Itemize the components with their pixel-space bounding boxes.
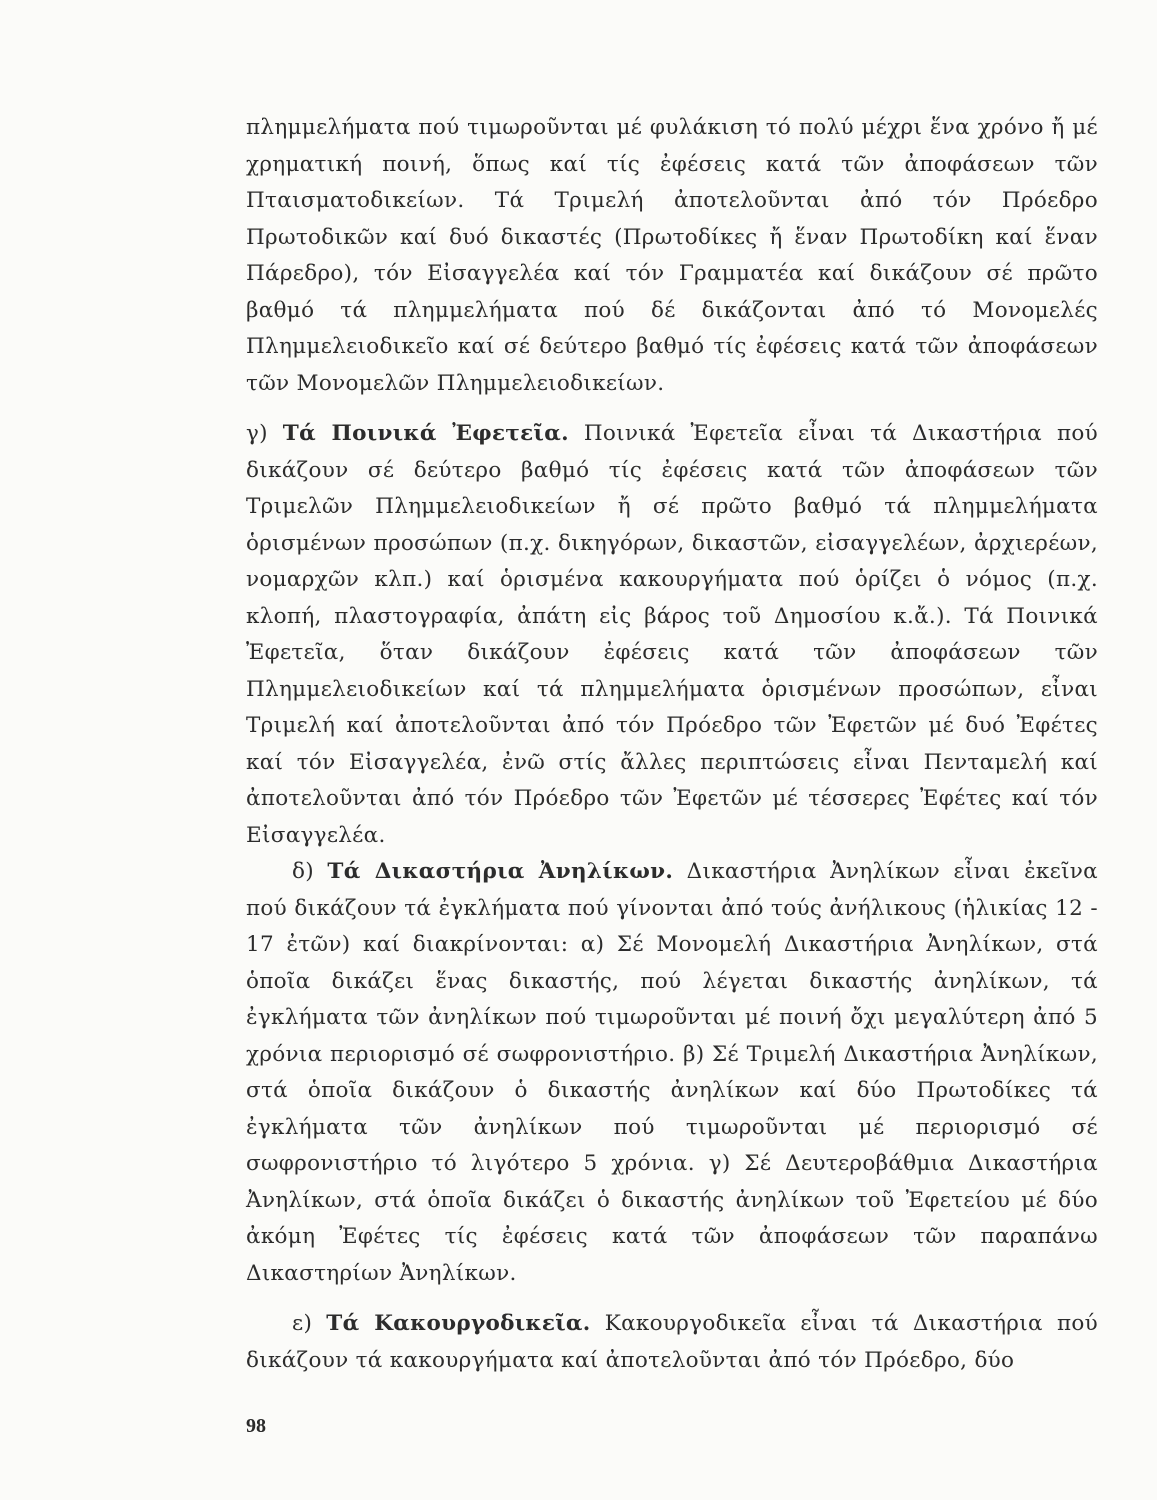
paragraph-section-gamma	[246, 416, 1098, 854]
section-epsilon-text: Κακουργοδικεῖα εἶναι τά Δικαστήρια πού δικάζουν τά κακουργήματα καί ἀποτελοῦνται ἀπό τόν Πρόεδρο, δύο	[246, 1311, 1098, 1373]
section-delta-text: Δικαστήρια Ἀνηλίκων εἶναι ἐκεῖνα πού δικάζουν τά ἐγκλήματα πού γίνονται ἀπό τούς ἀνήλικους (ἡλικίας 12 - 17 ἐτῶν) καί διακρίνονται: α) Σέ Μονομελή Δικαστήρια Ἀνηλίκων, στά ὁποῖα δικάζει ἕνας δικαστής, πού λέγεται δικαστής ἀνηλίκων, τά ἐγκλήματα τῶν ἀνηλίκων πού τιμωροῦνται μέ ποινή ὄχι μεγαλύτερη ἀπό 5 χρόνια περιορισμό σέ σωφρονιστήριο. β) Σέ Τριμελή Δικαστήρια Ἀνηλίκων, στά ὁποῖα δικάζουν ὁ δικαστής ἀνηλίκων καί δύο Πρωτοδίκες τά ἐγκλήματα τῶν ἀνηλίκων πού τιμωροῦνται μέ περιορισμό σέ σωφρονιστήριο τό λιγότερο 5 χρόνια. γ) Σέ Δευτεροβάθμια Δικαστήρια Ἀνηλίκων, στά ὁποῖα δικάζει ὁ δικαστής ἀνηλίκων τοῦ Ἐφετείου μέ δύο ἀκόμη Ἐφέτες τίς ἐφέσεις κατά τῶν ἀποφάσεων τῶν παραπάνω Δικαστηρίων Ἀνηλίκων.	[246, 859, 1098, 1286]
page-number: 98	[246, 1415, 266, 1437]
paragraph-intro-text: πλημμελήματα πού τιμωροῦνται μέ φυλάκιση τό πολύ μέχρι ἕνα χρόνο ἤ μέ χρηματική ποινή, ὅπως καί τίς ἐφέσεις κατά τῶν ἀποφάσεων τῶν Πταισματοδικείων. Τά Τριμελή ἀποτελοῦνται ἀπό τόν Πρόεδρο Πρωτοδικῶν καί δυό δικαστές (Πρωτοδίκες ἤ ἕναν Πρωτοδίκη καί ἕναν Πάρεδρο), τόν Εἰσαγγελέα καί τόν Γραμματέα καί δικάζουν σέ πρῶτο βαθμό τά πλημμελήματα πού δέ δικάζονται ἀπό τό Μονομελές Πλημμελειοδικεῖο καί σέ δεύτερο βαθμό τίς ἐφέσεις κατά τῶν ἀποφάσεων τῶν Μονομελῶν Πλημμελειοδικείων.	[246, 115, 1098, 396]
paragraph-section-delta	[246, 854, 1098, 1292]
section-delta-marker: δ)	[292, 859, 314, 884]
section-gamma-heading: Τά Ποινικά Ἐφετεῖα.	[282, 421, 569, 446]
paragraph-section-epsilon	[246, 1306, 1098, 1379]
section-epsilon-marker: ε)	[292, 1311, 313, 1336]
section-epsilon-heading: Τά Κακουργοδικεῖα.	[326, 1311, 591, 1336]
page-body	[246, 110, 1098, 1379]
section-gamma-text: Ποινικά Ἐφετεῖα εἶναι τά Δικαστήρια πού δικάζουν σέ δεύτερο βαθμό τίς ἐφέσεις κατά τῶν ἀποφάσεων τῶν Τριμελῶν Πλημμελειοδικείων ἤ σέ πρῶτο βαθμό τά πλημμελήματα ὁρισμένων προσώπων (π.χ. δικηγόρων, δικαστῶν, εἰσαγγελέων, ἀρχιερέων, νομαρχῶν κλπ.) καί ὁρισμένα κακουργήματα πού ὁρίζει ὁ νόμος (π.χ. κλοπή, πλαστογραφία, ἀπάτη εἰς βάρος τοῦ Δημοσίου κ.ἄ.). Τά Ποινικά Ἐφετεῖα, ὅταν δικάζουν ἐφέσεις κατά τῶν ἀποφάσεων τῶν Πλημμελειοδικείων καί τά πλημμελήματα ὁρισμένων προσώπων, εἶναι Τριμελή καί ἀποτελοῦνται ἀπό τόν Πρόεδρο τῶν Ἐφετῶν μέ δυό Ἐφέτες καί τόν Εἰσαγγελέα, ἐνῶ στίς ἄλλες περιπτώσεις εἶναι Πενταμελή καί ἀποτελοῦνται ἀπό τόν Πρόεδρο τῶν Ἐφετῶν μέ τέσσερες Ἐφέτες καί τόν Εἰσαγγελέα.	[246, 421, 1098, 848]
section-gamma-marker: γ)	[246, 421, 268, 446]
section-delta-heading: Τά Δικαστήρια Ἀνηλίκων.	[327, 859, 674, 884]
paragraph-intro	[246, 110, 1098, 402]
